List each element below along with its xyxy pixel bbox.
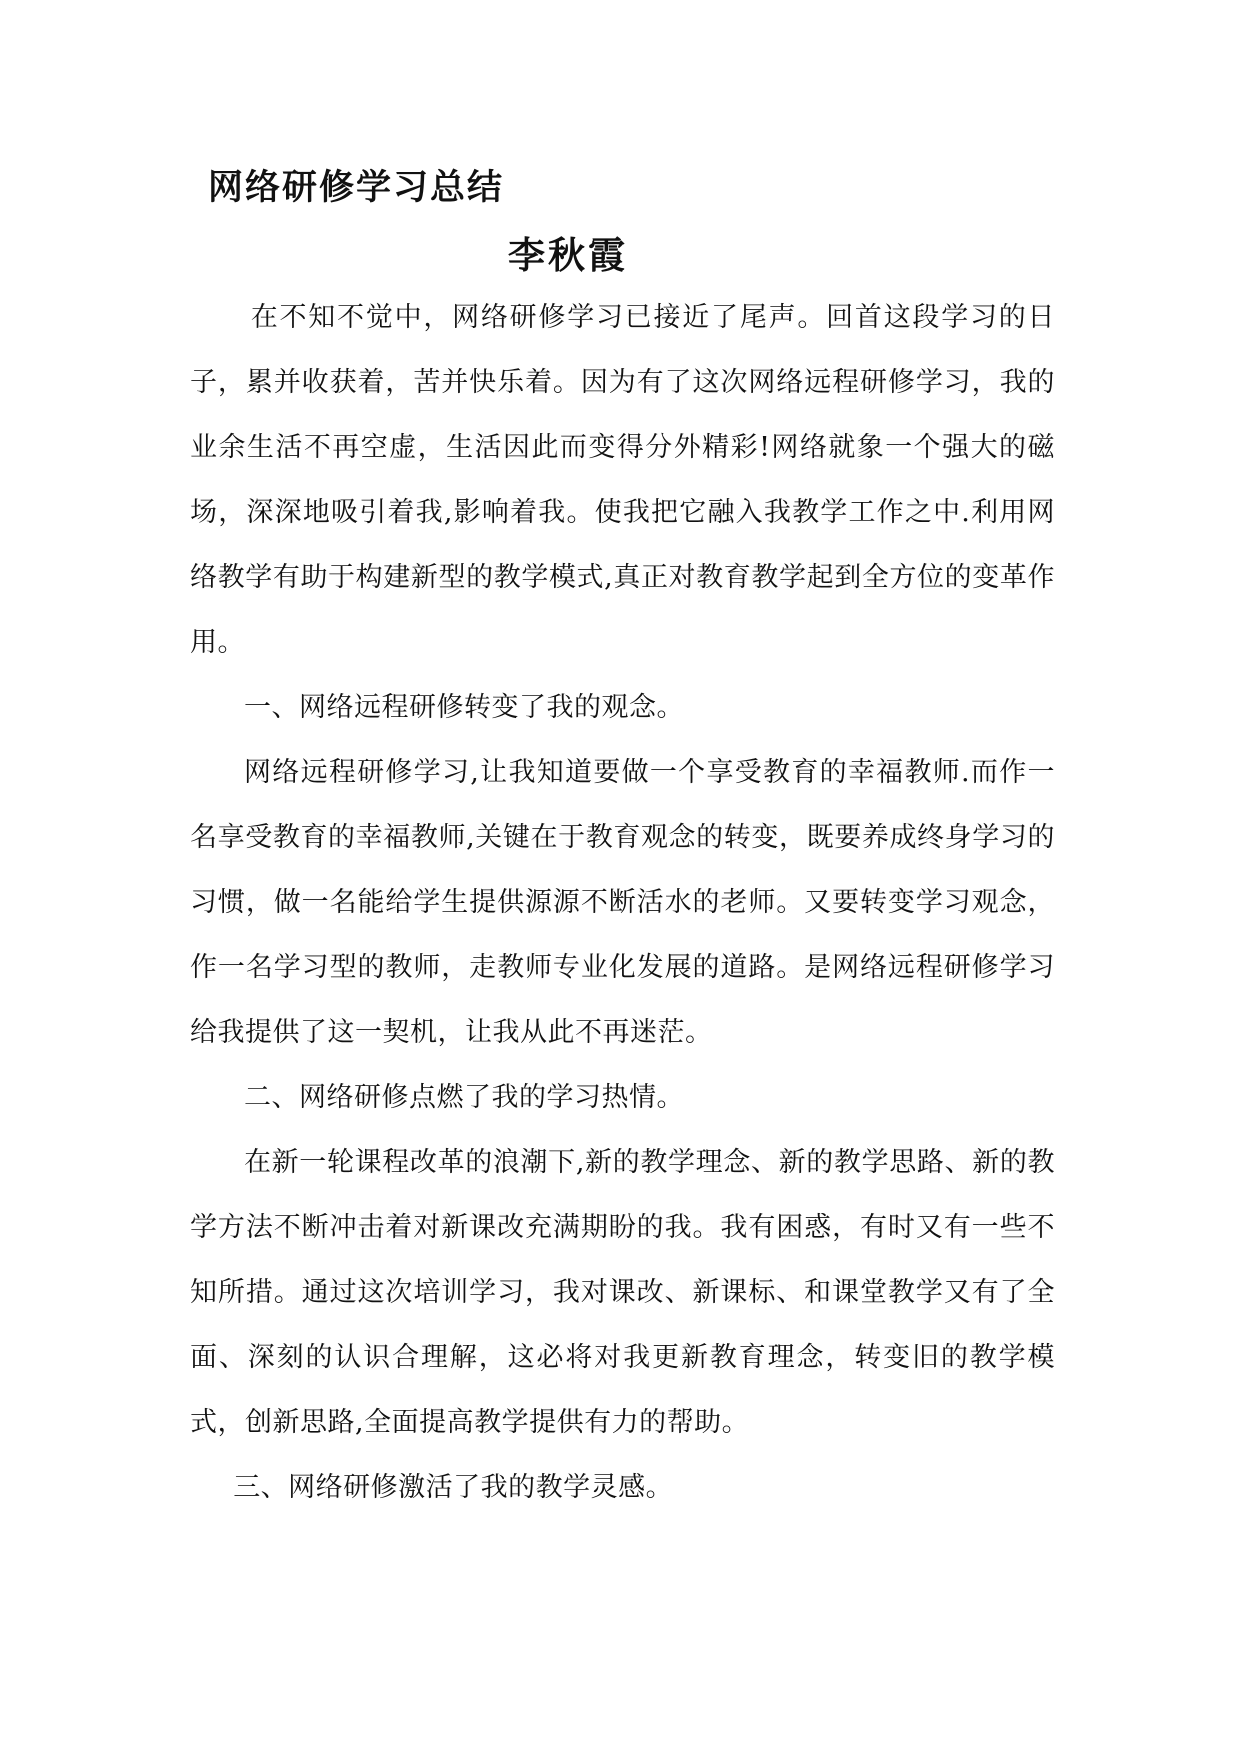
section-1-paragraph: 网络远程研修学习,让我知道要做一个享受教育的幸福教师.而作一名享受教育的幸福教师,关键在于教育观念的转变，既要养成终身学习的习惯，做一名能给学生提供源源不断活水的老师。又要转变学习观念，作一名学习型的教师，走教师专业化发展的道路。是网络远程研修学习给我提供了这一契机，让我从此不再迷茫。 (190, 757, 1055, 1048)
author-name: 李秋霞 (508, 234, 628, 277)
section-2-heading: 二、网络研修点燃了我的学习热情。 (244, 1082, 684, 1113)
document-body (190, 285, 1055, 1520)
intro-paragraph: 在不知不觉中，网络研修学习已接近了尾声。回首这段学习的日子，累并收获着，苦并快乐着。因为有了这次网络远程研修学习，我的业余生活不再空虚，生活因此而变得分外精彩!网络就象一个强大的磁场，深深地吸引着我,影响着我。使我把它融入我教学工作之中.利用网络教学有助于构建新型的教学模式,真正对教育教学起到全方位的变革作用。 (190, 302, 1055, 658)
section-1-heading: 一、网络远程研修转变了我的观念。 (244, 692, 684, 723)
section-2-paragraph: 在新一轮课程改革的浪潮下,新的教学理念、新的教学思路、新的教学方法不断冲击着对新课改充满期盼的我。我有困惑，有时又有一些不知所措。通过这次培训学习，我对课改、新课标、和课堂教学又有了全面、深刻的认识合理解，这必将对我更新教育理念，转变旧的教学模式，创新思路,全面提高教学提供有力的帮助。 (190, 1147, 1055, 1438)
document-title: 网络研修学习总结 (208, 168, 505, 208)
section-3-heading: 三、网络研修激活了我的教学灵感。 (233, 1472, 674, 1503)
